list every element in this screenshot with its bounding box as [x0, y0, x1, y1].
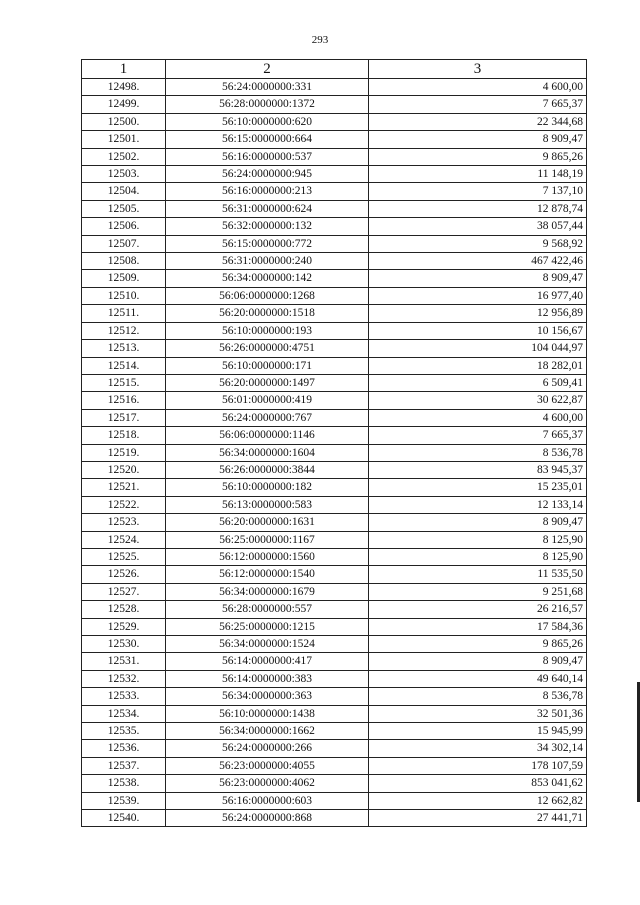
cadastral-number-cell: 56:10:0000000:171 [166, 357, 369, 374]
value-cell: 11 535,50 [369, 566, 587, 583]
row-number-cell: 12518. [82, 427, 166, 444]
row-number-cell: 12534. [82, 705, 166, 722]
table-row [82, 444, 587, 461]
value-cell: 18 282,01 [369, 357, 587, 374]
value-cell: 27 441,71 [369, 810, 587, 827]
row-number-cell: 12503. [82, 166, 166, 183]
value-cell: 12 956,89 [369, 305, 587, 322]
table-row [82, 235, 587, 252]
table-row [82, 322, 587, 339]
value-cell: 9 865,26 [369, 148, 587, 165]
row-number-cell: 12508. [82, 253, 166, 270]
row-number-cell: 12527. [82, 583, 166, 600]
value-cell: 38 057,44 [369, 218, 587, 235]
cadastral-number-cell: 56:16:0000000:603 [166, 792, 369, 809]
cadastral-number-cell: 56:06:0000000:1146 [166, 427, 369, 444]
cadastral-number-cell: 56:10:0000000:193 [166, 322, 369, 339]
value-cell: 12 662,82 [369, 792, 587, 809]
value-cell: 22 344,68 [369, 113, 587, 130]
value-cell: 8 909,47 [369, 270, 587, 287]
value-cell: 17 584,36 [369, 618, 587, 635]
table-row [82, 113, 587, 130]
value-cell: 4 600,00 [369, 79, 587, 96]
cadastral-number-cell: 56:24:0000000:767 [166, 409, 369, 426]
value-cell: 32 501,36 [369, 705, 587, 722]
cadastral-number-cell: 56:26:0000000:4751 [166, 340, 369, 357]
table-row [82, 566, 587, 583]
table-row [82, 601, 587, 618]
table-row [82, 670, 587, 687]
cadastral-number-cell: 56:10:0000000:1438 [166, 705, 369, 722]
table-row [82, 183, 587, 200]
cadastral-number-cell: 56:24:0000000:331 [166, 79, 369, 96]
value-cell: 11 148,19 [369, 166, 587, 183]
cadastral-number-cell: 56:15:0000000:772 [166, 235, 369, 252]
value-cell: 6 509,41 [369, 374, 587, 391]
table-row [82, 618, 587, 635]
table-row [82, 723, 587, 740]
row-number-cell: 12529. [82, 618, 166, 635]
cadastral-number-cell: 56:28:0000000:557 [166, 601, 369, 618]
table-row [82, 218, 587, 235]
table-row [82, 792, 587, 809]
value-cell: 104 044,97 [369, 340, 587, 357]
row-number-cell: 12516. [82, 392, 166, 409]
cadastral-number-cell: 56:14:0000000:417 [166, 653, 369, 670]
value-cell: 8 909,47 [369, 653, 587, 670]
row-number-cell: 12506. [82, 218, 166, 235]
value-cell: 34 302,14 [369, 740, 587, 757]
cadastral-number-cell: 56:34:0000000:363 [166, 688, 369, 705]
value-cell: 83 945,37 [369, 461, 587, 478]
row-number-cell: 12533. [82, 688, 166, 705]
value-cell: 12 878,74 [369, 200, 587, 217]
table-row [82, 253, 587, 270]
table-row [82, 461, 587, 478]
cadastral-number-cell: 56:12:0000000:1540 [166, 566, 369, 583]
cadastral-number-cell: 56:20:0000000:1518 [166, 305, 369, 322]
page-number: 293 [311, 34, 329, 46]
value-cell: 15 945,99 [369, 723, 587, 740]
row-number-cell: 12498. [82, 79, 166, 96]
table-row [82, 131, 587, 148]
table-row [82, 688, 587, 705]
cadastral-number-cell: 56:31:0000000:240 [166, 253, 369, 270]
cadastral-number-cell: 56:25:0000000:1215 [166, 618, 369, 635]
value-cell: 12 133,14 [369, 496, 587, 513]
table-row [82, 374, 587, 391]
row-number-cell: 12507. [82, 235, 166, 252]
cadastral-number-cell: 56:06:0000000:1268 [166, 287, 369, 304]
table-row [82, 287, 587, 304]
table-row [82, 775, 587, 792]
table-row [82, 548, 587, 565]
table-header-row [82, 60, 587, 79]
row-number-cell: 12502. [82, 148, 166, 165]
row-number-cell: 12509. [82, 270, 166, 287]
table-row [82, 409, 587, 426]
value-cell: 8 125,90 [369, 531, 587, 548]
row-number-cell: 12537. [82, 757, 166, 774]
table-row [82, 305, 587, 322]
value-cell: 16 977,40 [369, 287, 587, 304]
value-cell: 26 216,57 [369, 601, 587, 618]
table-row [82, 166, 587, 183]
row-number-cell: 12532. [82, 670, 166, 687]
row-number-cell: 12540. [82, 810, 166, 827]
row-number-cell: 12521. [82, 479, 166, 496]
value-cell: 9 568,92 [369, 235, 587, 252]
value-cell: 15 235,01 [369, 479, 587, 496]
row-number-cell: 12511. [82, 305, 166, 322]
value-cell: 7 665,37 [369, 96, 587, 113]
row-number-cell: 12539. [82, 792, 166, 809]
value-cell: 7 665,37 [369, 427, 587, 444]
table-row [82, 496, 587, 513]
cadastral-number-cell: 56:34:0000000:142 [166, 270, 369, 287]
value-cell: 853 041,62 [369, 775, 587, 792]
value-cell: 9 865,26 [369, 636, 587, 653]
cadastral-number-cell: 56:13:0000000:583 [166, 496, 369, 513]
column-header-number: 1 [82, 60, 166, 79]
row-number-cell: 12528. [82, 601, 166, 618]
value-cell: 8 909,47 [369, 131, 587, 148]
row-number-cell: 12512. [82, 322, 166, 339]
row-number-cell: 12501. [82, 131, 166, 148]
value-cell: 8 909,47 [369, 514, 587, 531]
table-row [82, 200, 587, 217]
row-number-cell: 12510. [82, 287, 166, 304]
value-cell: 7 137,10 [369, 183, 587, 200]
cadastral-number-cell: 56:23:0000000:4055 [166, 757, 369, 774]
table-row [82, 583, 587, 600]
cadastral-number-cell: 56:20:0000000:1497 [166, 374, 369, 391]
cadastral-number-cell: 56:34:0000000:1662 [166, 723, 369, 740]
cadastral-number-cell: 56:32:0000000:132 [166, 218, 369, 235]
row-number-cell: 12504. [82, 183, 166, 200]
row-number-cell: 12519. [82, 444, 166, 461]
table-row [82, 148, 587, 165]
cadastral-number-cell: 56:24:0000000:868 [166, 810, 369, 827]
table-row [82, 810, 587, 827]
row-number-cell: 12505. [82, 200, 166, 217]
cadastral-number-cell: 56:15:0000000:664 [166, 131, 369, 148]
row-number-cell: 12522. [82, 496, 166, 513]
row-number-cell: 12513. [82, 340, 166, 357]
table-body [82, 79, 587, 827]
table-row [82, 392, 587, 409]
table-row [82, 514, 587, 531]
value-cell: 178 107,59 [369, 757, 587, 774]
cadastral-number-cell: 56:34:0000000:1604 [166, 444, 369, 461]
table-row [82, 79, 587, 96]
table-row [82, 757, 587, 774]
row-number-cell: 12515. [82, 374, 166, 391]
column-header-value: 3 [369, 60, 587, 79]
cadastral-value-table [81, 59, 587, 827]
cadastral-number-cell: 56:34:0000000:1679 [166, 583, 369, 600]
row-number-cell: 12538. [82, 775, 166, 792]
cadastral-number-cell: 56:12:0000000:1560 [166, 548, 369, 565]
table-row [82, 636, 587, 653]
row-number-cell: 12525. [82, 548, 166, 565]
value-cell: 9 251,68 [369, 583, 587, 600]
row-number-cell: 12526. [82, 566, 166, 583]
cadastral-number-cell: 56:16:0000000:537 [166, 148, 369, 165]
row-number-cell: 12535. [82, 723, 166, 740]
cadastral-number-cell: 56:28:0000000:1372 [166, 96, 369, 113]
table-row [82, 479, 587, 496]
value-cell: 467 422,46 [369, 253, 587, 270]
row-number-cell: 12524. [82, 531, 166, 548]
table-row [82, 357, 587, 374]
value-cell: 10 156,67 [369, 322, 587, 339]
cadastral-number-cell: 56:14:0000000:383 [166, 670, 369, 687]
row-number-cell: 12536. [82, 740, 166, 757]
table-row [82, 705, 587, 722]
cadastral-number-cell: 56:31:0000000:624 [166, 200, 369, 217]
row-number-cell: 12530. [82, 636, 166, 653]
value-cell: 30 622,87 [369, 392, 587, 409]
table-row [82, 96, 587, 113]
cadastral-number-cell: 56:23:0000000:4062 [166, 775, 369, 792]
cadastral-number-cell: 56:10:0000000:620 [166, 113, 369, 130]
row-number-cell: 12500. [82, 113, 166, 130]
table-row [82, 340, 587, 357]
value-cell: 4 600,00 [369, 409, 587, 426]
row-number-cell: 12499. [82, 96, 166, 113]
row-number-cell: 12514. [82, 357, 166, 374]
cadastral-number-cell: 56:25:0000000:1167 [166, 531, 369, 548]
value-cell: 8 536,78 [369, 444, 587, 461]
cadastral-number-cell: 56:24:0000000:266 [166, 740, 369, 757]
cadastral-number-cell: 56:26:0000000:3844 [166, 461, 369, 478]
table-row [82, 427, 587, 444]
value-cell: 8 536,78 [369, 688, 587, 705]
cadastral-number-cell: 56:01:0000000:419 [166, 392, 369, 409]
row-number-cell: 12520. [82, 461, 166, 478]
table-row [82, 270, 587, 287]
table-row [82, 531, 587, 548]
value-cell: 49 640,14 [369, 670, 587, 687]
column-header-cadastral-number: 2 [166, 60, 369, 79]
row-number-cell: 12523. [82, 514, 166, 531]
cadastral-number-cell: 56:20:0000000:1631 [166, 514, 369, 531]
row-number-cell: 12517. [82, 409, 166, 426]
table-row [82, 653, 587, 670]
table-row [82, 740, 587, 757]
value-cell: 8 125,90 [369, 548, 587, 565]
cadastral-number-cell: 56:10:0000000:182 [166, 479, 369, 496]
row-number-cell: 12531. [82, 653, 166, 670]
cadastral-number-cell: 56:34:0000000:1524 [166, 636, 369, 653]
cadastral-number-cell: 56:16:0000000:213 [166, 183, 369, 200]
cadastral-number-cell: 56:24:0000000:945 [166, 166, 369, 183]
